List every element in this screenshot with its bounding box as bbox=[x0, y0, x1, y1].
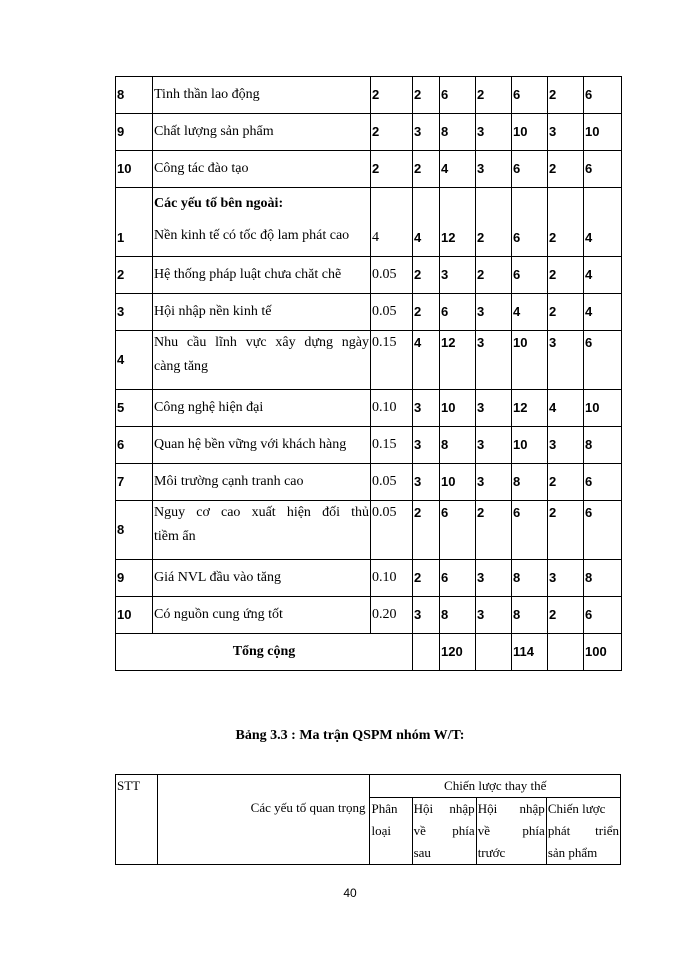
row-value: 3 bbox=[476, 464, 512, 501]
row-factor: Công nghệ hiện đại bbox=[153, 390, 371, 427]
row-value: 2 bbox=[476, 257, 512, 294]
row-factor: Tinh thần lao động bbox=[153, 77, 371, 114]
row-stt: 10 bbox=[116, 597, 153, 634]
table-row bbox=[116, 597, 622, 634]
table-row bbox=[116, 390, 622, 427]
row-value: 2 bbox=[476, 501, 512, 560]
qspm-table-continued bbox=[115, 76, 622, 671]
table-row bbox=[116, 294, 622, 331]
row-value: 6 bbox=[512, 77, 548, 114]
row-value: 6 bbox=[584, 331, 622, 390]
row-value: 6 bbox=[584, 501, 622, 560]
empty-cell bbox=[476, 634, 512, 671]
row-stt: 9 bbox=[116, 560, 153, 597]
row-value: 3 bbox=[476, 151, 512, 188]
forward-integration-header: Hội nhập về phía trước bbox=[476, 798, 546, 865]
row-factor: Có nguồn cung ứng tốt bbox=[153, 597, 371, 634]
row-value: 2 bbox=[548, 188, 584, 257]
classification-header: Phân loại bbox=[370, 798, 412, 865]
row-value: 12 bbox=[512, 390, 548, 427]
factors-header: Các yếu tố quan trọng bbox=[158, 775, 370, 865]
row-value: 6 bbox=[440, 294, 476, 331]
row-value: 10 bbox=[512, 114, 548, 151]
row-value: 12 bbox=[440, 331, 476, 390]
row-value: 3 bbox=[413, 427, 440, 464]
table-row bbox=[116, 560, 622, 597]
row-value: 10 bbox=[440, 390, 476, 427]
row-factor: Hệ thống pháp luật chưa chăt chẽ bbox=[153, 257, 371, 294]
row-stt: 9 bbox=[116, 114, 153, 151]
table-row bbox=[116, 464, 622, 501]
row-value: 4 bbox=[512, 294, 548, 331]
row-value: 6 bbox=[512, 188, 548, 257]
row-value: 10 bbox=[584, 390, 622, 427]
row-value: 10 bbox=[512, 331, 548, 390]
row-value: 4 bbox=[371, 188, 413, 257]
row-value: 6 bbox=[584, 77, 622, 114]
row-value: 3 bbox=[476, 294, 512, 331]
row-value: 6 bbox=[440, 560, 476, 597]
row-factor: Công tác đào tạo bbox=[153, 151, 371, 188]
row-value: 0.10 bbox=[371, 390, 413, 427]
row-factor: Nhu cầu lĩnh vực xây dựng ngày càng tăng bbox=[153, 331, 371, 390]
row-value: 8 bbox=[512, 597, 548, 634]
product-development-header: Chiến lược phát triển sản phẩm bbox=[546, 798, 620, 865]
row-value: 2 bbox=[476, 77, 512, 114]
row-value: 2 bbox=[371, 77, 413, 114]
row-value: 2 bbox=[413, 501, 440, 560]
row-value: 8 bbox=[584, 427, 622, 464]
total-value: 114 bbox=[512, 634, 548, 671]
row-value: 6 bbox=[584, 151, 622, 188]
row-value: 2 bbox=[548, 257, 584, 294]
row-value: 4 bbox=[413, 188, 440, 257]
empty-cell bbox=[548, 634, 584, 671]
empty-cell bbox=[413, 634, 440, 671]
row-value: 0.15 bbox=[371, 427, 413, 464]
qspm-wt-table-header bbox=[115, 774, 621, 865]
row-value: 10 bbox=[512, 427, 548, 464]
row-value: 4 bbox=[548, 390, 584, 427]
stt-header: STT bbox=[116, 775, 158, 865]
row-value: 12 bbox=[440, 188, 476, 257]
row-value: 3 bbox=[413, 597, 440, 634]
external-factors-header: Các yếu tố bên ngoài: bbox=[154, 196, 284, 211]
row-value: 3 bbox=[476, 427, 512, 464]
table-row bbox=[116, 151, 622, 188]
row-value: 2 bbox=[371, 151, 413, 188]
row-value: 6 bbox=[584, 597, 622, 634]
table-row bbox=[116, 331, 622, 390]
table-caption: Bảng 3.3 : Ma trận QSPM nhóm W/T: bbox=[235, 728, 465, 743]
row-value: 0.05 bbox=[371, 501, 413, 560]
row-stt: 8 bbox=[116, 77, 153, 114]
row-factor: Quan hệ bền vững với khách hàng bbox=[153, 427, 371, 464]
row-value: 3 bbox=[476, 114, 512, 151]
table-row bbox=[116, 257, 622, 294]
row-value: 10 bbox=[584, 114, 622, 151]
row-value: 3 bbox=[476, 390, 512, 427]
row-stt: 2 bbox=[116, 257, 153, 294]
row-value: 3 bbox=[413, 114, 440, 151]
row-value: 3 bbox=[548, 560, 584, 597]
total-value: 100 bbox=[584, 634, 622, 671]
row-stt: 1 bbox=[116, 188, 153, 257]
row-value: 4 bbox=[584, 294, 622, 331]
row-value: 4 bbox=[413, 331, 440, 390]
row-stt: 4 bbox=[116, 331, 153, 390]
row-value: 0.15 bbox=[371, 331, 413, 390]
row-value: 2 bbox=[548, 464, 584, 501]
row-value: 2 bbox=[548, 294, 584, 331]
row-value: 2 bbox=[413, 257, 440, 294]
row-stt: 10 bbox=[116, 151, 153, 188]
row-value: 3 bbox=[548, 331, 584, 390]
row-value: 0.05 bbox=[371, 464, 413, 501]
row-value: 2 bbox=[548, 151, 584, 188]
total-label: Tổng cộng bbox=[116, 634, 413, 671]
row-factor: Giá NVL đầu vào tăng bbox=[153, 560, 371, 597]
row-factor: Hội nhập nền kinh tế bbox=[153, 294, 371, 331]
backward-integration-header: Hội nhập về phía sau bbox=[412, 798, 476, 865]
row-factor: Nguy cơ cao xuất hiện đối thủ tiềm ẩn bbox=[153, 501, 371, 560]
row-stt: 8 bbox=[116, 501, 153, 560]
row-value: 3 bbox=[476, 597, 512, 634]
row-value: 2 bbox=[476, 188, 512, 257]
row-value: 8 bbox=[584, 560, 622, 597]
row-value: 8 bbox=[440, 427, 476, 464]
row-value: 6 bbox=[440, 77, 476, 114]
row-stt: 5 bbox=[116, 390, 153, 427]
row-value: 8 bbox=[512, 560, 548, 597]
row-value: 10 bbox=[440, 464, 476, 501]
row-factor: Các yếu tố bên ngoài: Nền kinh tế có tốc độ lam phát cao bbox=[153, 188, 371, 257]
row-value: 4 bbox=[584, 188, 622, 257]
row-value: 3 bbox=[413, 464, 440, 501]
row-factor: Môi trường cạnh tranh cao bbox=[153, 464, 371, 501]
row-value: 6 bbox=[512, 501, 548, 560]
row-value: 0.05 bbox=[371, 257, 413, 294]
total-row bbox=[116, 634, 622, 671]
row-value: 0.20 bbox=[371, 597, 413, 634]
row-stt: 3 bbox=[116, 294, 153, 331]
table-row bbox=[116, 114, 622, 151]
row-value: 6 bbox=[512, 151, 548, 188]
row-value: 3 bbox=[548, 427, 584, 464]
row-value: 2 bbox=[548, 77, 584, 114]
row-value: 2 bbox=[371, 114, 413, 151]
table-row bbox=[116, 427, 622, 464]
row-value: 2 bbox=[413, 294, 440, 331]
row-value: 6 bbox=[512, 257, 548, 294]
row-value: 4 bbox=[440, 151, 476, 188]
row-value: 0.05 bbox=[371, 294, 413, 331]
row-value: 2 bbox=[413, 77, 440, 114]
row-value: 6 bbox=[440, 501, 476, 560]
row-value: 2 bbox=[548, 501, 584, 560]
row-value: 8 bbox=[512, 464, 548, 501]
strategy-group-header: Chiến lược thay thế bbox=[370, 775, 621, 798]
row-value: 8 bbox=[440, 114, 476, 151]
table-row bbox=[116, 188, 622, 257]
row-value: 2 bbox=[548, 597, 584, 634]
row-value: 3 bbox=[476, 560, 512, 597]
row-factor: Chất lượng sản phẩm bbox=[153, 114, 371, 151]
row-value: 0.10 bbox=[371, 560, 413, 597]
row-value: 3 bbox=[440, 257, 476, 294]
row-value: 4 bbox=[584, 257, 622, 294]
page-number: 40 bbox=[343, 886, 357, 900]
row-value: 3 bbox=[413, 390, 440, 427]
row-value: 2 bbox=[413, 560, 440, 597]
table-row bbox=[116, 77, 622, 114]
row-value: 6 bbox=[584, 464, 622, 501]
row-value: 8 bbox=[440, 597, 476, 634]
row-stt: 6 bbox=[116, 427, 153, 464]
row-stt: 7 bbox=[116, 464, 153, 501]
row-value: 3 bbox=[476, 331, 512, 390]
row-value: 3 bbox=[548, 114, 584, 151]
row-value: 2 bbox=[413, 151, 440, 188]
total-value: 120 bbox=[440, 634, 476, 671]
table-row bbox=[116, 501, 622, 560]
